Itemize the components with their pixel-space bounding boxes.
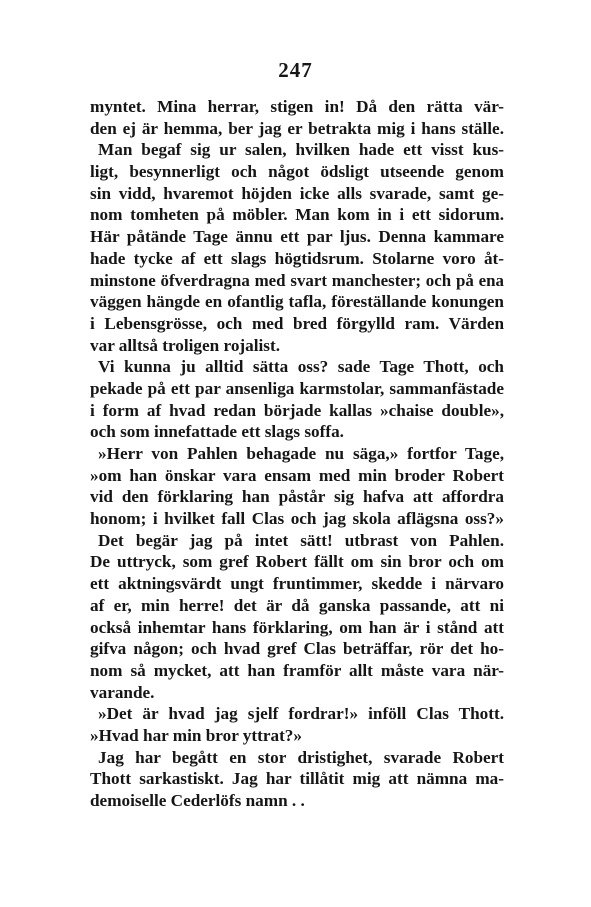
text-line: också inhemtar hans förklaring, om han är i stånd att bbox=[90, 617, 504, 637]
text-line: nom så mycket, att han framför allt måste vara när- bbox=[90, 660, 504, 680]
text-line: Thott sarkastiskt. Jag har tillåtit mig att nämna ma- bbox=[90, 769, 504, 789]
text-line: Vi kunna ju alltid sätta oss? sade Tage Thott, och bbox=[98, 357, 504, 377]
text-line: hade tycke af ett slags högtidsrum. Stolarne voro åt- bbox=[90, 248, 504, 268]
text-line: »om han önskar vara ensam med min broder Robert bbox=[90, 465, 504, 485]
text-line: Jag har begått en stor dristighet, svarade Robert bbox=[98, 747, 504, 767]
text-line: »Hvad har min bror yttrat?» bbox=[90, 725, 302, 745]
text-line: varande. bbox=[90, 682, 155, 702]
text-line: Man begaf sig ur salen, hvilken hade ett visst kus- bbox=[98, 140, 504, 160]
text-line: väggen hängde en ofantlig tafla, föreställande konungen bbox=[90, 292, 504, 312]
text-line: ett aktningsvärdt ungt fruntimmer, skedde i närvaro bbox=[90, 574, 504, 594]
text-line: honom; i hvilket fall Clas och jag skola aflägsna oss?» bbox=[90, 509, 504, 529]
text-line: gifva någon; och hvad gref Clas beträffar, rör det ho- bbox=[90, 639, 504, 659]
text-line: af er, min herre! det är då ganska passande, att ni bbox=[90, 595, 504, 615]
text-line: den ej är hemma, ber jag er betrakta mig i hans ställe. bbox=[90, 118, 504, 138]
text-line: ligt, besynnerligt och något ödsligt utseende genom bbox=[90, 162, 504, 182]
text-line: och som innefattade ett slags soffa. bbox=[90, 422, 344, 442]
text-line: nom tomheten på möbler. Man kom in i ett sidorum. bbox=[90, 205, 504, 225]
text-line: var alltså troligen rojalist. bbox=[90, 335, 281, 355]
text-line: sin vidd, hvaremot höjden icke alls svarade, samt ge- bbox=[90, 183, 504, 203]
text-line: i Lebensgrösse, och med bred förgylld ram. Värden bbox=[90, 313, 504, 333]
text-line: Här påtände Tage ännu ett par ljus. Denna kammare bbox=[90, 227, 504, 247]
text-line: Det begär jag på intet sätt! utbrast von Pahlen. bbox=[98, 530, 504, 550]
text-line: De uttryck, som gref Robert fällt om sin bror och om bbox=[90, 552, 504, 572]
body-text bbox=[90, 96, 504, 812]
text-line: minstone öfverdragna med svart manchester; och på ena bbox=[90, 270, 504, 290]
text-line: myntet. Mina herrar, stigen in! Då den rätta vär- bbox=[90, 97, 504, 116]
text-line: pekade på ett par ansenliga karmstolar, sammanfästade bbox=[90, 378, 504, 398]
text-line: »Det är hvad jag sjelf fordrar!» inföll Clas Thott. bbox=[98, 704, 504, 724]
text-line: demoiselle Cederlöfs namn . . bbox=[90, 791, 305, 810]
text-line: i form af hvad redan började kallas »chaise double», bbox=[90, 400, 504, 420]
page-number: 247 bbox=[278, 58, 313, 82]
text-line: vid den förklaring han påstår sig hafva att affordra bbox=[90, 487, 504, 507]
text-line: »Herr von Pahlen behagade nu säga,» fortfor Tage, bbox=[98, 444, 504, 463]
